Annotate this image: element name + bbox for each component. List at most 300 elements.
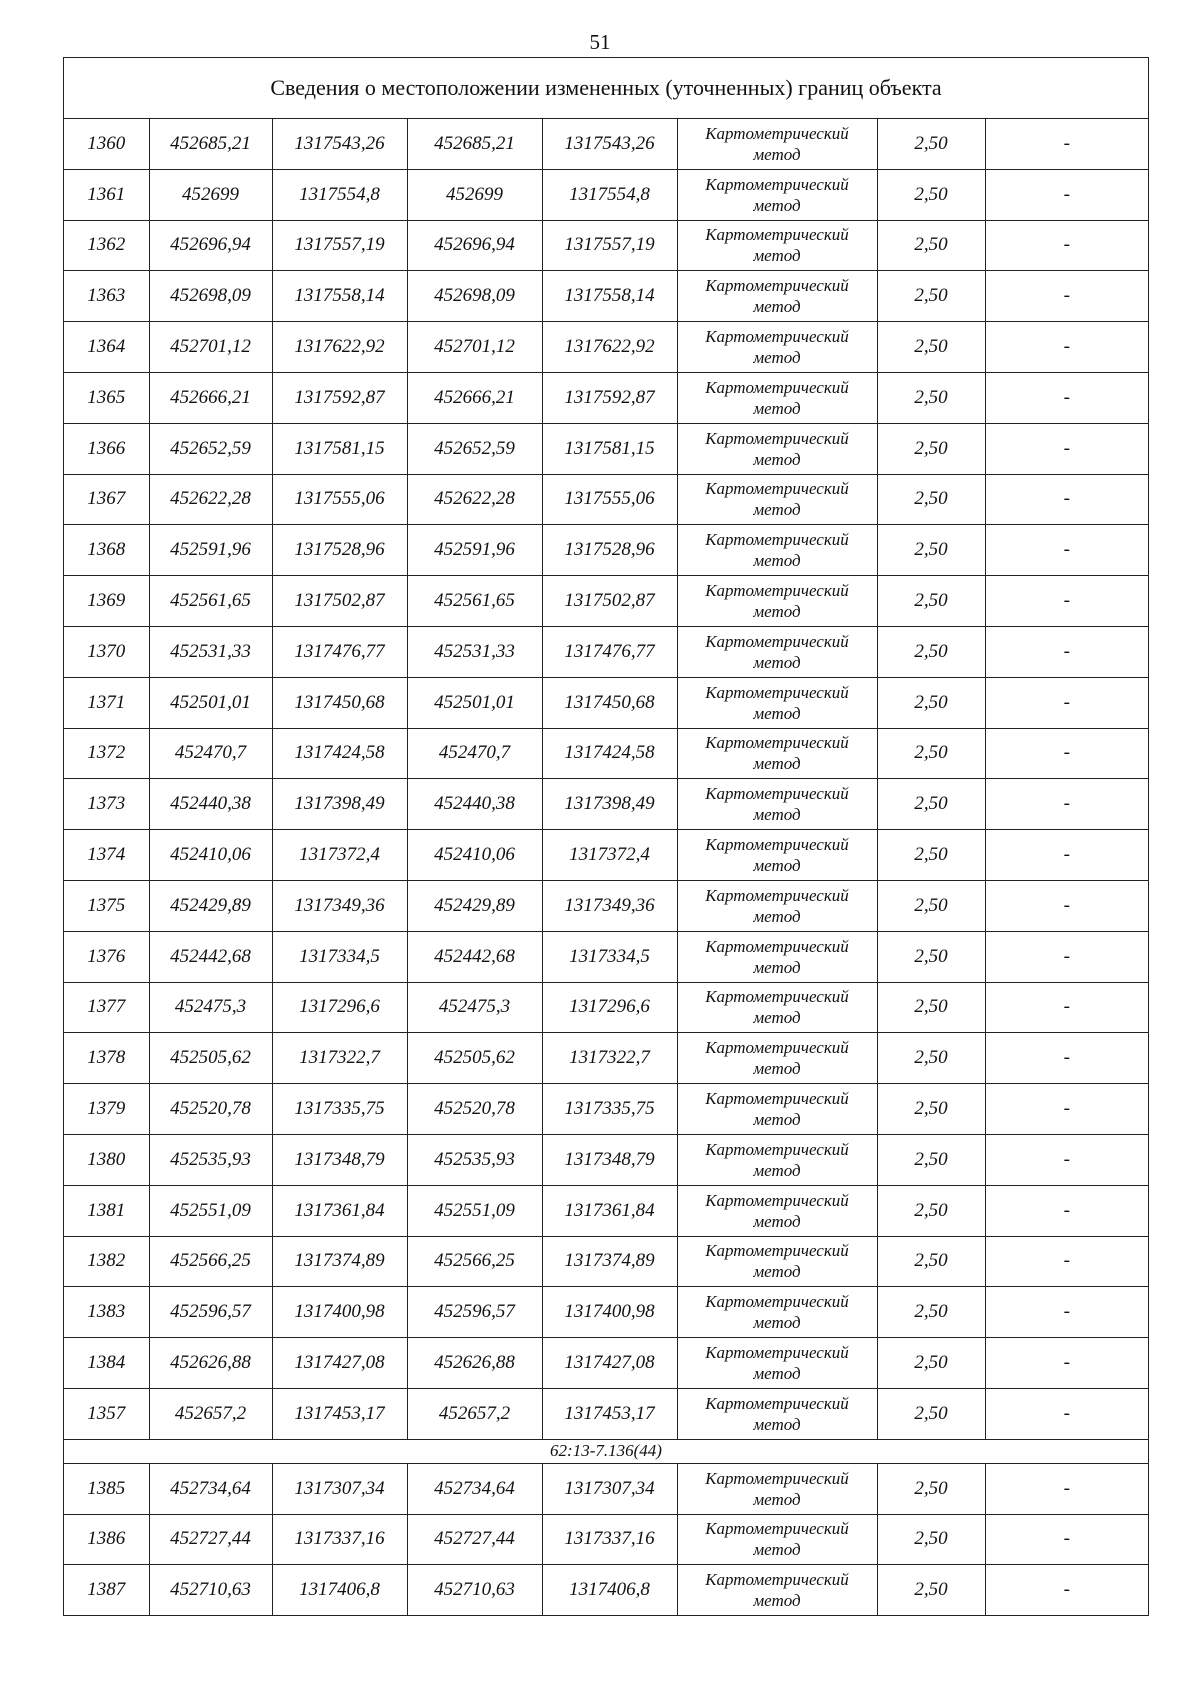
table-row <box>64 1388 1148 1439</box>
point-number-cell: 1380 <box>64 1134 149 1185</box>
description-cell: - <box>985 322 1148 373</box>
y-refined-cell: 1317476,77 <box>542 626 677 677</box>
table-row <box>64 982 1148 1033</box>
x-existing-cell: 452666,21 <box>149 372 272 423</box>
description-cell: - <box>985 576 1148 627</box>
point-number-cell: 1382 <box>64 1236 149 1287</box>
precision-cell: 2,50 <box>877 880 985 931</box>
method-line-1: Картометрический <box>705 327 849 347</box>
table-row <box>64 119 1148 169</box>
point-number-cell: 1385 <box>64 1463 149 1514</box>
y-refined-cell: 1317528,96 <box>542 525 677 576</box>
y-existing-cell: 1317476,77 <box>272 626 407 677</box>
method-line-1: Картометрический <box>705 174 849 194</box>
x-existing-cell: 452657,2 <box>149 1388 272 1439</box>
x-refined-cell: 452505,62 <box>407 1033 542 1084</box>
method-line-1: Картометрический <box>705 835 849 855</box>
point-number-cell: 1375 <box>64 880 149 931</box>
x-refined-cell: 452622,28 <box>407 474 542 525</box>
x-existing-cell: 452622,28 <box>149 474 272 525</box>
description-cell: - <box>985 931 1148 982</box>
method-line-2: метод <box>753 348 801 368</box>
y-existing-cell: 1317361,84 <box>272 1185 407 1236</box>
method-line-1: Картометрический <box>705 1468 849 1488</box>
y-existing-cell: 1317337,16 <box>272 1514 407 1565</box>
method-line-1: Картометрический <box>705 1190 849 1210</box>
point-number-cell: 1381 <box>64 1185 149 1236</box>
y-existing-cell: 1317622,92 <box>272 322 407 373</box>
table-row <box>64 1338 1148 1389</box>
method-line-2: метод <box>753 1414 801 1434</box>
precision-cell: 2,50 <box>877 1185 985 1236</box>
table-row <box>64 322 1148 373</box>
y-refined-cell: 1317374,89 <box>542 1236 677 1287</box>
x-refined-cell: 452696,94 <box>407 220 542 271</box>
table-row <box>64 830 1148 881</box>
y-refined-cell: 1317348,79 <box>542 1134 677 1185</box>
point-number-cell: 1367 <box>64 474 149 525</box>
description-cell: - <box>985 1514 1148 1565</box>
point-number-cell: 1357 <box>64 1388 149 1439</box>
y-existing-cell: 1317528,96 <box>272 525 407 576</box>
precision-cell: 2,50 <box>877 830 985 881</box>
method-line-1: Картометрический <box>705 123 849 143</box>
y-existing-cell: 1317406,8 <box>272 1565 407 1615</box>
point-number-cell: 1383 <box>64 1287 149 1338</box>
precision-cell: 2,50 <box>877 169 985 220</box>
point-number-cell: 1366 <box>64 423 149 474</box>
y-existing-cell: 1317543,26 <box>272 119 407 169</box>
precision-cell: 2,50 <box>877 1287 985 1338</box>
description-cell: - <box>985 728 1148 779</box>
x-refined-cell: 452470,7 <box>407 728 542 779</box>
method-cell <box>677 626 877 677</box>
method-line-2: метод <box>753 398 801 418</box>
x-refined-cell: 452710,63 <box>407 1565 542 1615</box>
y-refined-cell: 1317450,68 <box>542 677 677 728</box>
method-line-1: Картометрический <box>705 1139 849 1159</box>
description-cell: - <box>985 1084 1148 1135</box>
method-cell <box>677 576 877 627</box>
method-line-2: метод <box>753 297 801 317</box>
method-line-1: Картометрический <box>705 885 849 905</box>
table-row <box>64 1236 1148 1287</box>
x-existing-cell: 452531,33 <box>149 626 272 677</box>
table-row <box>64 1084 1148 1135</box>
x-refined-cell: 452535,93 <box>407 1134 542 1185</box>
x-existing-cell: 452501,01 <box>149 677 272 728</box>
method-cell <box>677 880 877 931</box>
method-cell <box>677 169 877 220</box>
method-line-1: Картометрический <box>705 631 849 651</box>
description-cell: - <box>985 1565 1148 1615</box>
y-existing-cell: 1317554,8 <box>272 169 407 220</box>
y-existing-cell: 1317349,36 <box>272 880 407 931</box>
y-existing-cell: 1317322,7 <box>272 1033 407 1084</box>
table-row <box>64 880 1148 931</box>
method-line-2: метод <box>753 1489 801 1509</box>
y-refined-cell: 1317349,36 <box>542 880 677 931</box>
x-existing-cell: 452566,25 <box>149 1236 272 1287</box>
method-cell <box>677 1236 877 1287</box>
method-line-2: метод <box>753 1110 801 1130</box>
method-line-1: Картометрический <box>705 682 849 702</box>
table-row <box>64 1033 1148 1084</box>
y-existing-cell: 1317557,19 <box>272 220 407 271</box>
method-line-1: Картометрический <box>705 1089 849 1109</box>
precision-cell: 2,50 <box>877 1236 985 1287</box>
method-line-1: Картометрический <box>705 936 849 956</box>
y-existing-cell: 1317555,06 <box>272 474 407 525</box>
x-existing-cell: 452727,44 <box>149 1514 272 1565</box>
table-row <box>64 423 1148 474</box>
x-refined-cell: 452657,2 <box>407 1388 542 1439</box>
y-refined-cell: 1317453,17 <box>542 1388 677 1439</box>
method-line-2: метод <box>753 703 801 723</box>
x-refined-cell: 452440,38 <box>407 779 542 830</box>
y-refined-cell: 1317502,87 <box>542 576 677 627</box>
method-cell <box>677 474 877 525</box>
method-cell <box>677 1514 877 1565</box>
table-row <box>64 626 1148 677</box>
table-row <box>64 1287 1148 1338</box>
method-line-1: Картометрический <box>705 479 849 499</box>
precision-cell: 2,50 <box>877 779 985 830</box>
description-cell: - <box>985 830 1148 881</box>
y-existing-cell: 1317592,87 <box>272 372 407 423</box>
method-cell <box>677 779 877 830</box>
method-cell <box>677 423 877 474</box>
method-line-2: метод <box>753 754 801 774</box>
x-refined-cell: 452727,44 <box>407 1514 542 1565</box>
x-existing-cell: 452652,59 <box>149 423 272 474</box>
method-cell <box>677 728 877 779</box>
table-row <box>64 1463 1148 1514</box>
table-row <box>64 372 1148 423</box>
x-existing-cell: 452561,65 <box>149 576 272 627</box>
y-refined-cell: 1317427,08 <box>542 1338 677 1389</box>
method-line-1: Картометрический <box>705 276 849 296</box>
y-refined-cell: 1317557,19 <box>542 220 677 271</box>
precision-cell: 2,50 <box>877 1463 985 1514</box>
y-refined-cell: 1317322,7 <box>542 1033 677 1084</box>
point-number-cell: 1371 <box>64 677 149 728</box>
method-cell <box>677 1388 877 1439</box>
method-line-1: Картометрический <box>705 225 849 245</box>
method-cell <box>677 271 877 322</box>
point-number-cell: 1368 <box>64 525 149 576</box>
method-line-2: метод <box>753 652 801 672</box>
x-refined-cell: 452501,01 <box>407 677 542 728</box>
table-row <box>64 1565 1148 1615</box>
method-line-2: метод <box>753 1059 801 1079</box>
point-number-cell: 1384 <box>64 1338 149 1389</box>
y-refined-cell: 1317558,14 <box>542 271 677 322</box>
table-body <box>64 119 1148 1615</box>
x-refined-cell: 452429,89 <box>407 880 542 931</box>
x-existing-cell: 452535,93 <box>149 1134 272 1185</box>
description-cell: - <box>985 271 1148 322</box>
method-line-1: Картометрический <box>705 784 849 804</box>
method-line-2: метод <box>753 500 801 520</box>
table-row <box>64 677 1148 728</box>
description-cell: - <box>985 1236 1148 1287</box>
x-existing-cell: 452551,09 <box>149 1185 272 1236</box>
description-cell: - <box>985 1338 1148 1389</box>
method-cell <box>677 1338 877 1389</box>
table-title: Сведения о местоположении измененных (уточненных) границ объекта <box>64 58 1148 119</box>
x-existing-cell: 452475,3 <box>149 982 272 1033</box>
x-existing-cell: 452701,12 <box>149 322 272 373</box>
precision-cell: 2,50 <box>877 931 985 982</box>
precision-cell: 2,50 <box>877 525 985 576</box>
point-number-cell: 1369 <box>64 576 149 627</box>
x-existing-cell: 452410,06 <box>149 830 272 881</box>
table-row <box>64 271 1148 322</box>
precision-cell: 2,50 <box>877 372 985 423</box>
section-row <box>64 1439 1148 1463</box>
x-existing-cell: 452596,57 <box>149 1287 272 1338</box>
point-number-cell: 1372 <box>64 728 149 779</box>
y-refined-cell: 1317296,6 <box>542 982 677 1033</box>
method-cell <box>677 1084 877 1135</box>
y-refined-cell: 1317543,26 <box>542 119 677 169</box>
method-cell <box>677 1134 877 1185</box>
x-refined-cell: 452596,57 <box>407 1287 542 1338</box>
y-refined-cell: 1317554,8 <box>542 169 677 220</box>
method-line-2: метод <box>753 957 801 977</box>
precision-cell: 2,50 <box>877 1514 985 1565</box>
method-line-1: Картометрический <box>705 428 849 448</box>
description-cell: - <box>985 626 1148 677</box>
x-refined-cell: 452699 <box>407 169 542 220</box>
table-row <box>64 931 1148 982</box>
y-existing-cell: 1317296,6 <box>272 982 407 1033</box>
method-line-2: метод <box>753 1591 801 1611</box>
method-line-2: метод <box>753 246 801 266</box>
x-existing-cell: 452626,88 <box>149 1338 272 1389</box>
description-cell: - <box>985 982 1148 1033</box>
y-existing-cell: 1317400,98 <box>272 1287 407 1338</box>
point-number-cell: 1379 <box>64 1084 149 1135</box>
x-existing-cell: 452520,78 <box>149 1084 272 1135</box>
method-line-1: Картометрический <box>705 1038 849 1058</box>
point-number-cell: 1362 <box>64 220 149 271</box>
description-cell: - <box>985 779 1148 830</box>
description-cell: - <box>985 1463 1148 1514</box>
method-line-2: метод <box>753 805 801 825</box>
method-line-1: Картометрический <box>705 1241 849 1261</box>
method-cell <box>677 1185 877 1236</box>
x-refined-cell: 452551,09 <box>407 1185 542 1236</box>
table-row <box>64 525 1148 576</box>
method-line-2: метод <box>753 1008 801 1028</box>
method-line-2: метод <box>753 906 801 926</box>
point-number-cell: 1376 <box>64 931 149 982</box>
table-row <box>64 1514 1148 1565</box>
method-cell <box>677 372 877 423</box>
point-number-cell: 1373 <box>64 779 149 830</box>
y-refined-cell: 1317581,15 <box>542 423 677 474</box>
y-refined-cell: 1317335,75 <box>542 1084 677 1135</box>
description-cell: - <box>985 880 1148 931</box>
method-cell <box>677 322 877 373</box>
precision-cell: 2,50 <box>877 982 985 1033</box>
method-line-2: метод <box>753 144 801 164</box>
precision-cell: 2,50 <box>877 322 985 373</box>
description-cell: - <box>985 474 1148 525</box>
x-existing-cell: 452710,63 <box>149 1565 272 1615</box>
point-number-cell: 1374 <box>64 830 149 881</box>
description-cell: - <box>985 169 1148 220</box>
method-cell <box>677 220 877 271</box>
precision-cell: 2,50 <box>877 474 985 525</box>
method-cell <box>677 1565 877 1615</box>
point-number-cell: 1365 <box>64 372 149 423</box>
page-number: 51 <box>589 30 611 54</box>
y-refined-cell: 1317398,49 <box>542 779 677 830</box>
y-refined-cell: 1317424,58 <box>542 728 677 779</box>
y-existing-cell: 1317334,5 <box>272 931 407 982</box>
y-existing-cell: 1317374,89 <box>272 1236 407 1287</box>
precision-cell: 2,50 <box>877 1338 985 1389</box>
table-row <box>64 1134 1148 1185</box>
point-number-cell: 1364 <box>64 322 149 373</box>
point-number-cell: 1386 <box>64 1514 149 1565</box>
description-cell: - <box>985 1388 1148 1439</box>
precision-cell: 2,50 <box>877 576 985 627</box>
x-refined-cell: 452652,59 <box>407 423 542 474</box>
method-line-1: Картометрический <box>705 733 849 753</box>
method-line-1: Картометрический <box>705 1292 849 1312</box>
x-refined-cell: 452685,21 <box>407 119 542 169</box>
description-cell: - <box>985 677 1148 728</box>
y-existing-cell: 1317450,68 <box>272 677 407 728</box>
x-refined-cell: 452591,96 <box>407 525 542 576</box>
precision-cell: 2,50 <box>877 1565 985 1615</box>
x-existing-cell: 452442,68 <box>149 931 272 982</box>
x-existing-cell: 452470,7 <box>149 728 272 779</box>
y-existing-cell: 1317335,75 <box>272 1084 407 1135</box>
y-existing-cell: 1317427,08 <box>272 1338 407 1389</box>
x-refined-cell: 452734,64 <box>407 1463 542 1514</box>
x-refined-cell: 452531,33 <box>407 626 542 677</box>
method-cell <box>677 1463 877 1514</box>
table-row <box>64 474 1148 525</box>
method-line-1: Картометрический <box>705 1519 849 1539</box>
method-cell <box>677 677 877 728</box>
x-refined-cell: 452701,12 <box>407 322 542 373</box>
method-line-2: метод <box>753 1364 801 1384</box>
method-line-2: метод <box>753 195 801 215</box>
method-line-2: метод <box>753 1160 801 1180</box>
method-line-1: Картометрический <box>705 377 849 397</box>
y-refined-cell: 1317622,92 <box>542 322 677 373</box>
method-cell <box>677 525 877 576</box>
method-cell <box>677 982 877 1033</box>
y-existing-cell: 1317558,14 <box>272 271 407 322</box>
precision-cell: 2,50 <box>877 220 985 271</box>
description-cell: - <box>985 1185 1148 1236</box>
method-line-1: Картометрический <box>705 1570 849 1590</box>
description-cell: - <box>985 525 1148 576</box>
y-existing-cell: 1317398,49 <box>272 779 407 830</box>
precision-cell: 2,50 <box>877 1084 985 1135</box>
description-cell: - <box>985 372 1148 423</box>
method-cell <box>677 830 877 881</box>
coordinates-table-container <box>63 57 1149 1616</box>
method-line-2: метод <box>753 449 801 469</box>
method-cell <box>677 119 877 169</box>
method-line-2: метод <box>753 1313 801 1333</box>
method-cell <box>677 1287 877 1338</box>
y-existing-cell: 1317424,58 <box>272 728 407 779</box>
y-refined-cell: 1317361,84 <box>542 1185 677 1236</box>
table-row <box>64 728 1148 779</box>
method-line-2: метод <box>753 1540 801 1560</box>
precision-cell: 2,50 <box>877 1134 985 1185</box>
x-existing-cell: 452734,64 <box>149 1463 272 1514</box>
description-cell: - <box>985 1287 1148 1338</box>
x-existing-cell: 452698,09 <box>149 271 272 322</box>
x-refined-cell: 452626,88 <box>407 1338 542 1389</box>
method-cell <box>677 931 877 982</box>
table-row <box>64 220 1148 271</box>
x-refined-cell: 452520,78 <box>407 1084 542 1135</box>
x-refined-cell: 452410,06 <box>407 830 542 881</box>
y-refined-cell: 1317400,98 <box>542 1287 677 1338</box>
point-number-cell: 1377 <box>64 982 149 1033</box>
x-refined-cell: 452561,65 <box>407 576 542 627</box>
description-cell: - <box>985 423 1148 474</box>
point-number-cell: 1370 <box>64 626 149 677</box>
x-refined-cell: 452442,68 <box>407 931 542 982</box>
precision-cell: 2,50 <box>877 423 985 474</box>
method-line-1: Картометрический <box>705 1343 849 1363</box>
y-refined-cell: 1317406,8 <box>542 1565 677 1615</box>
method-line-1: Картометрический <box>705 1393 849 1413</box>
y-existing-cell: 1317348,79 <box>272 1134 407 1185</box>
y-refined-cell: 1317337,16 <box>542 1514 677 1565</box>
y-refined-cell: 1317372,4 <box>542 830 677 881</box>
precision-cell: 2,50 <box>877 271 985 322</box>
point-number-cell: 1378 <box>64 1033 149 1084</box>
y-existing-cell: 1317453,17 <box>272 1388 407 1439</box>
x-refined-cell: 452475,3 <box>407 982 542 1033</box>
y-refined-cell: 1317555,06 <box>542 474 677 525</box>
x-existing-cell: 452429,89 <box>149 880 272 931</box>
method-line-2: метод <box>753 1262 801 1282</box>
y-existing-cell: 1317581,15 <box>272 423 407 474</box>
description-cell: - <box>985 1033 1148 1084</box>
method-line-2: метод <box>753 856 801 876</box>
x-refined-cell: 452666,21 <box>407 372 542 423</box>
method-line-2: метод <box>753 1211 801 1231</box>
coordinates-table <box>64 119 1148 1615</box>
description-cell: - <box>985 220 1148 271</box>
method-line-1: Картометрический <box>705 530 849 550</box>
table-row <box>64 1185 1148 1236</box>
x-refined-cell: 452698,09 <box>407 271 542 322</box>
x-existing-cell: 452699 <box>149 169 272 220</box>
method-line-2: метод <box>753 551 801 571</box>
x-existing-cell: 452505,62 <box>149 1033 272 1084</box>
precision-cell: 2,50 <box>877 728 985 779</box>
y-refined-cell: 1317307,34 <box>542 1463 677 1514</box>
description-cell: - <box>985 119 1148 169</box>
point-number-cell: 1387 <box>64 1565 149 1615</box>
precision-cell: 2,50 <box>877 1033 985 1084</box>
